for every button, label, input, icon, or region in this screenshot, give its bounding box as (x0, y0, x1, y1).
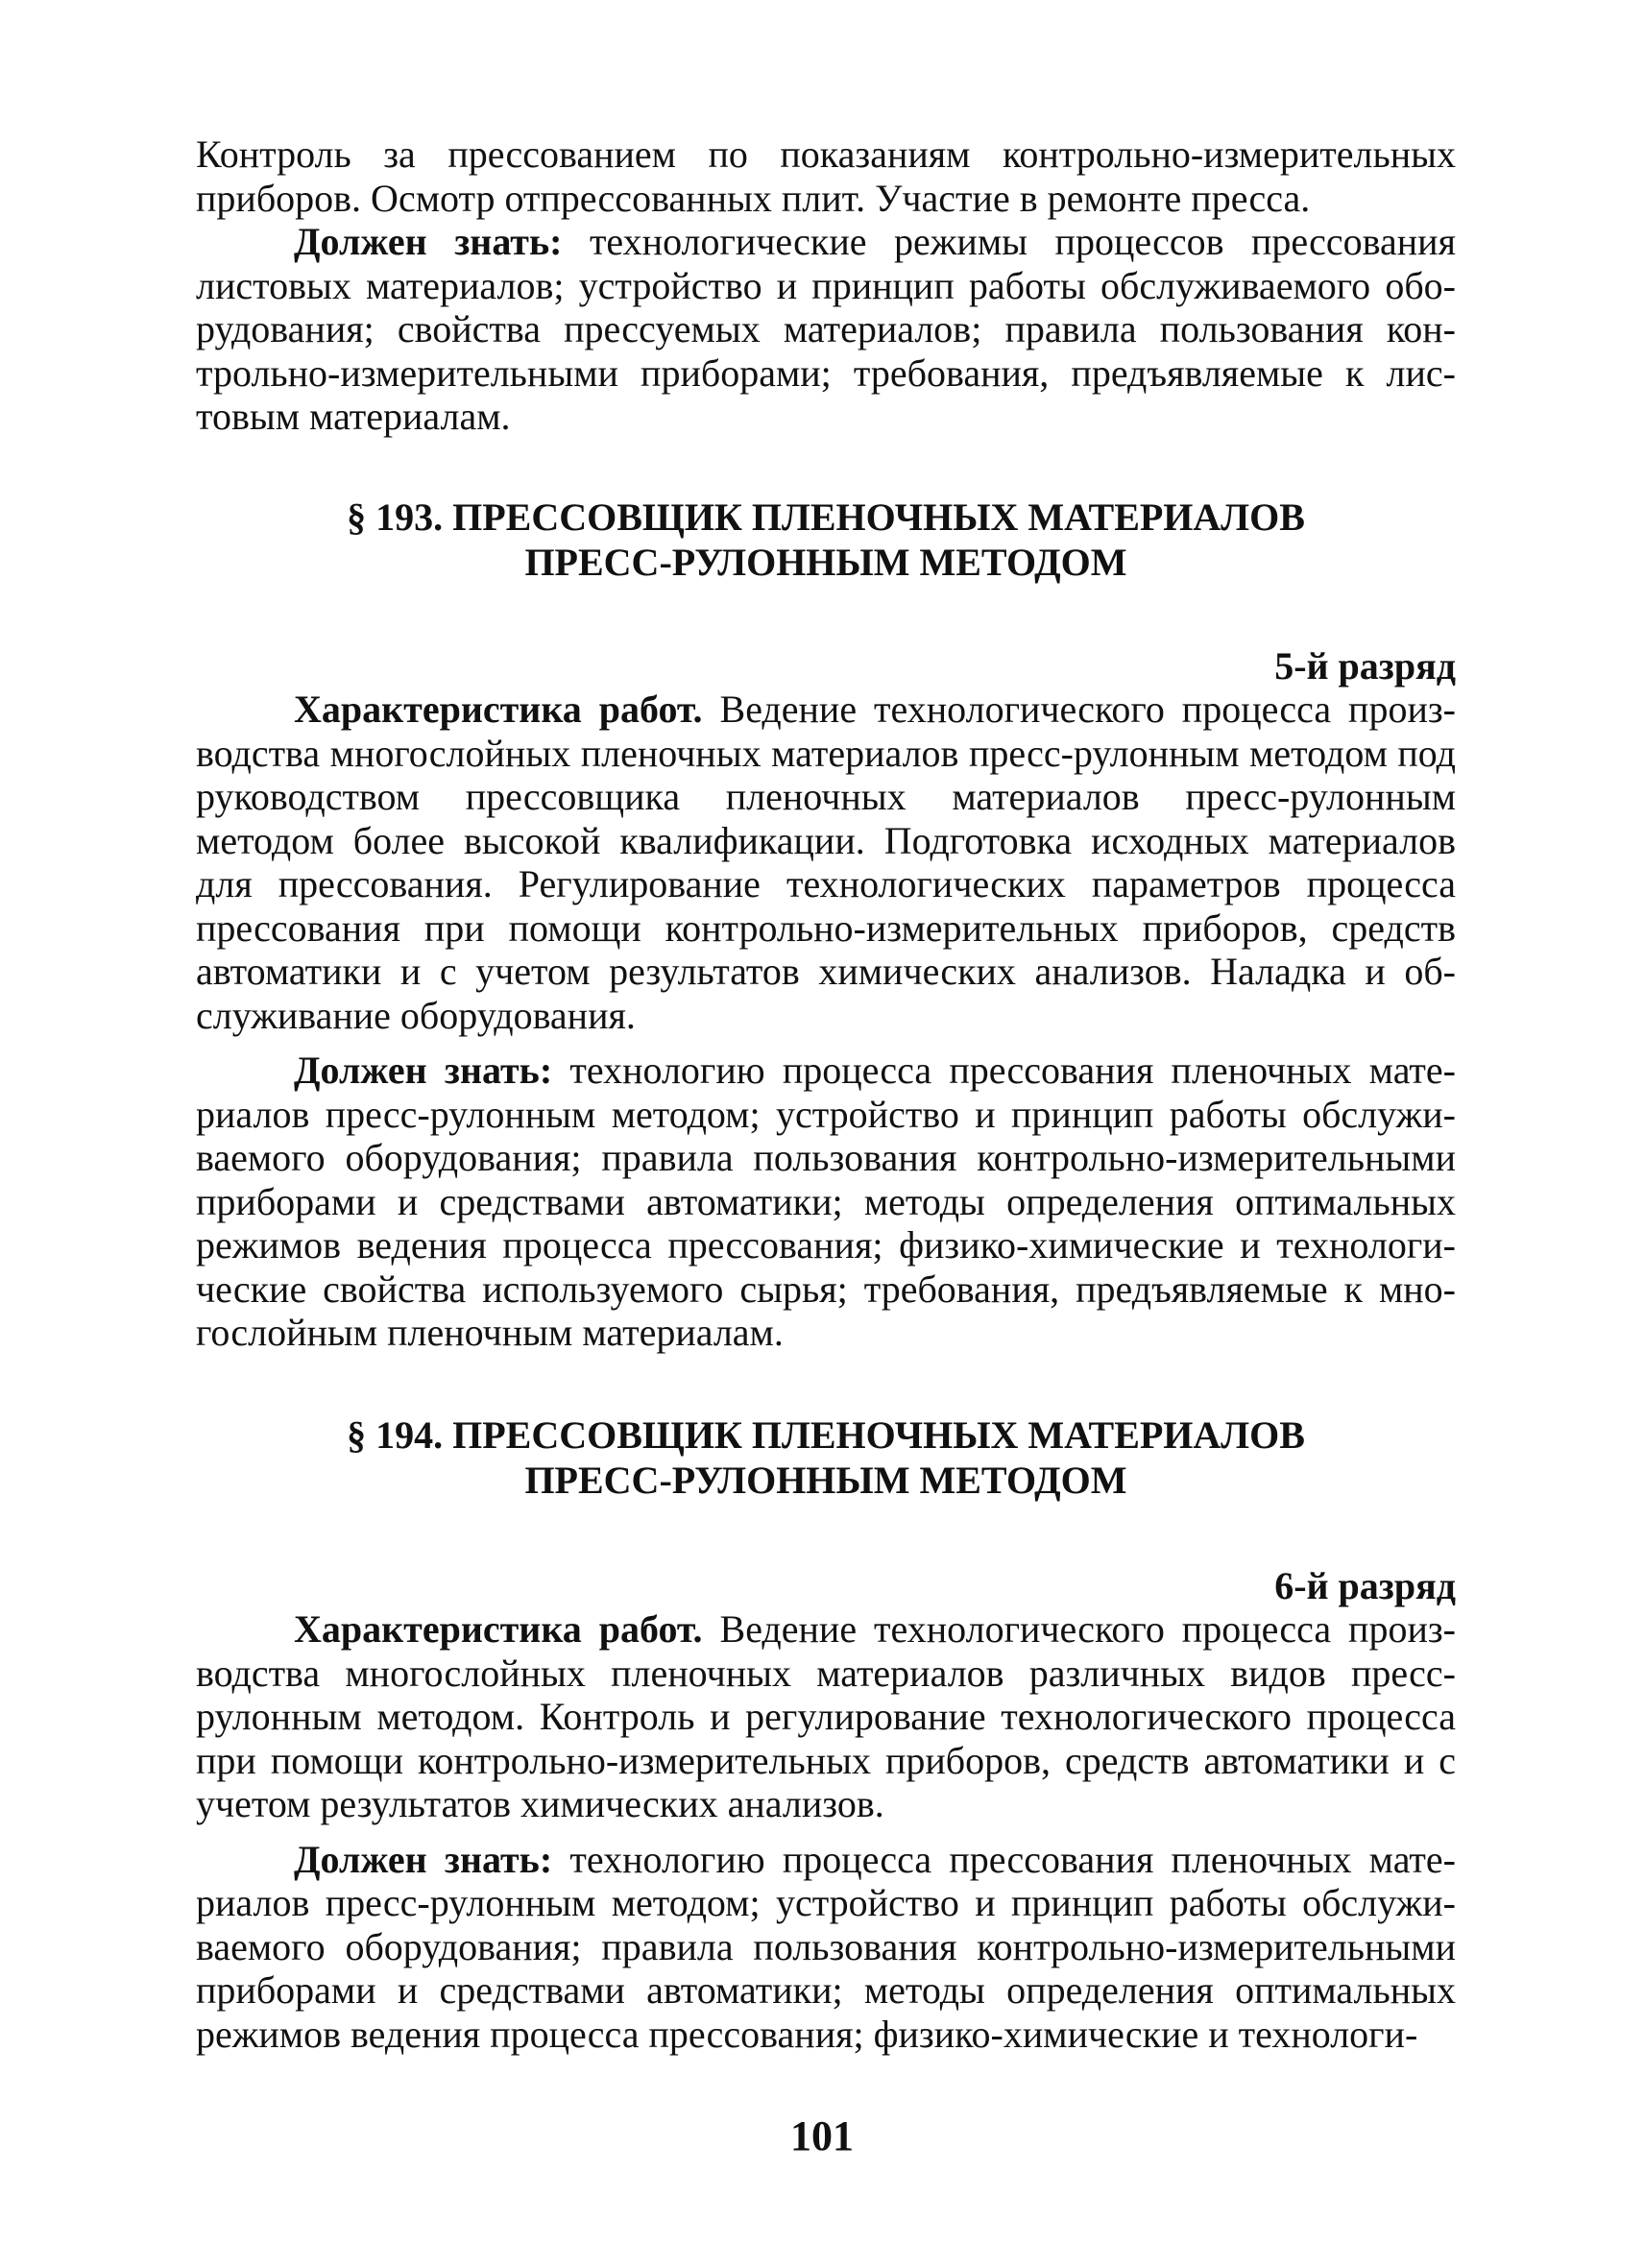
intro-knowledge-label: Должен знать: (294, 220, 563, 263)
section-193-title (196, 495, 1456, 585)
section-194-title-line2: ПРЕСС-РУЛОННЫМ МЕТОДОМ (524, 1458, 1127, 1502)
intro-knowledge-text: технологические режимы процессов прессования листовых материалов; устройство и принцип работы обслуживаемого оборудования; свойства прессуемых материалов; правила пользования контрольно-измерительными приборами; требования, предъявляемые к листовым материалам. (196, 220, 1456, 438)
section-194-title-line1: § 194. ПРЕССОВЩИК ПЛЕНОЧНЫХ МАТЕРИАЛОВ (347, 1412, 1305, 1457)
section-193-knowledge-label: Должен знать: (294, 1049, 553, 1092)
section-194-knowledge-label: Должен знать: (294, 1837, 553, 1881)
section-194-characteristics (196, 1607, 1456, 1826)
section-194-knowledge (196, 1838, 1456, 2057)
section-193-grade: 5-й разряд (1274, 643, 1456, 688)
section-194-knowledge-text: технологию процесса прессования пленочных материалов пресс-рулонным методом; устройство и принцип работы обслуживаемого оборудования; правила пользования контрольно-измерительными приборами и средствами автоматики; методы определения оптимальных режимов ведения процесса прессования; физико-химические и технологи- (196, 1837, 1456, 2056)
section-194-characteristics-label: Характеристика работ. (294, 1607, 703, 1651)
section-193-title-line1: § 193. ПРЕССОВЩИК ПЛЕНОЧНЫХ МАТЕРИАЛОВ (347, 495, 1305, 539)
section-193-characteristics-label: Характеристика работ. (294, 688, 703, 731)
section-193-characteristics-text: Ведение технологического процесса производства многослойных пленочных материалов пресс-рулонным методом под руководством прессовщика пленочных материалов пресс-рулонным методом более высокой квалификации. Подготовка исходных материалов для прессования. Регулирование технологических параметров процесса прессования при помощи контрольно-измерительных приборов, средств автоматики и с учетом результатов химических анализов. Наладка и обслуживание оборудования. (196, 688, 1456, 1037)
intro-text: Контроль за прессованием по показаниям контрольно-измерительных приборов. Осмотр отпрессованных плит. Участие в ремонте пресса. (196, 133, 1456, 220)
section-194-grade: 6-й разряд (1274, 1563, 1456, 1607)
intro-knowledge-paragraph (196, 220, 1456, 439)
section-193-characteristics (196, 688, 1456, 1037)
section-193-knowledge-text: технологию процесса прессования пленочных материалов пресс-рулонным методом; устройство и принцип работы обслуживаемого оборудования; правила пользования контрольно-измерительными приборами и средствами автоматики; методы определения оптимальных режимов ведения процесса прессования; физико-химические и технологические свойства используемого сырья; требования, предъявляемые к многослойным пленочным материалам. (196, 1049, 1456, 1354)
section-194-title (196, 1412, 1456, 1503)
page-body (196, 133, 1456, 2056)
section-193-knowledge (196, 1049, 1456, 1355)
section-194-characteristics-text: Ведение технологического процесса производства многослойных пленочных материалов различных видов прессрулонным методом. Контроль и регулирование технологического процесса при помощи контрольно-измерительных приборов, средств автоматики и с учетом результатов химических анализов. (196, 1607, 1456, 1825)
page-number: 101 (790, 2112, 854, 2159)
intro-paragraph (196, 133, 1456, 220)
section-193-title-line2: ПРЕСС-РУЛОННЫМ МЕТОДОМ (524, 540, 1127, 584)
